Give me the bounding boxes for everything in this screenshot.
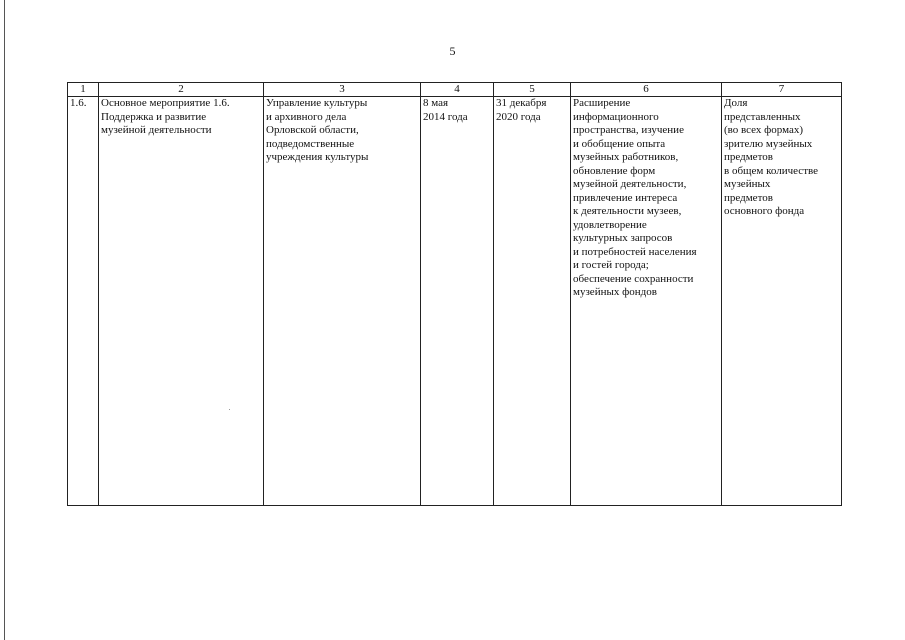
column-number-row bbox=[68, 83, 842, 97]
cell-event-name: Основное мероприятие 1.6. Поддержка и развитие музейной деятельности bbox=[99, 97, 264, 506]
page-left-edge-line bbox=[4, 0, 5, 640]
cell-responsible-executor: Управление культуры и архивного дела Орловской области, подведомственные учреждения культуры bbox=[264, 97, 421, 506]
column-header-6: 6 bbox=[571, 83, 722, 97]
cell-item-number: 1.6. bbox=[68, 97, 99, 506]
column-header-1: 1 bbox=[68, 83, 99, 97]
column-header-4: 4 bbox=[421, 83, 494, 97]
cell-end-date: 31 декабря 2020 года bbox=[494, 97, 571, 506]
cell-target-indicator: Доля представленных (во всех формах) зрителю музейных предметов в общем количестве музейных предметов основного фонда bbox=[722, 97, 842, 506]
column-header-5: 5 bbox=[494, 83, 571, 97]
scan-speck bbox=[229, 409, 230, 410]
measures-table bbox=[67, 82, 842, 506]
column-header-3: 3 bbox=[264, 83, 421, 97]
page-number: 5 bbox=[449, 44, 456, 58]
cell-start-date: 8 мая 2014 года bbox=[421, 97, 494, 506]
column-header-2: 2 bbox=[99, 83, 264, 97]
column-header-7: 7 bbox=[722, 83, 842, 97]
table-row bbox=[68, 97, 842, 506]
cell-expected-result: Расширение информационного пространства, изучение и обобщение опыта музейных работников, обновление форм музейной деятельности, привлечение интереса к деятельности музеев, удовлетворение культурных запросов и потребностей населения и гостей города; обеспечение сохранности музейных фондов bbox=[571, 97, 722, 506]
